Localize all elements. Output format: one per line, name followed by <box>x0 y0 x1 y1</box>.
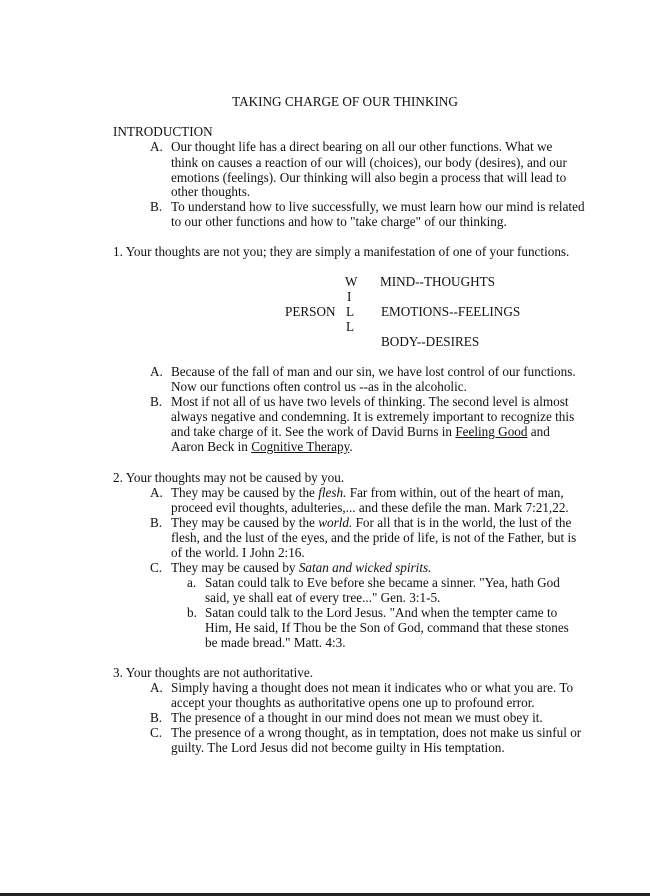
section-3-heading: 3. Your thoughts are not authoritative. <box>113 665 313 680</box>
mind-thoughts-label: MIND--THOUGHTS <box>380 274 496 289</box>
s1-b-line: and take charge of it. See the work of David Burns in Feeling Good and <box>171 424 550 439</box>
intro-a-marker: A. <box>150 139 163 154</box>
s2-sub-b-line: Satan could talk to the Lord Jesus. "And when the tempter came to <box>205 605 558 620</box>
will-letter: L <box>346 319 355 334</box>
book-title-cognitive-therapy: Cognitive Therapy <box>251 439 350 454</box>
s3-a-line: Simply having a thought does not mean it indicates who or what you are. To <box>171 680 574 695</box>
intro-b-line: To understand how to live successfully, we must learn how our mind is related <box>171 199 585 214</box>
s2-b-line: flesh, and the lust of the eyes, and the pride of life, is not of the Father, but is <box>171 530 577 545</box>
s2-a-line: They may be caused by the flesh. Far from within, out of the heart of man, <box>171 485 564 500</box>
s1-b-marker: B. <box>150 394 163 409</box>
s1-a-line: Now our functions often control us --as in the alcoholic. <box>171 379 467 394</box>
s2-b-line: of the world. I John 2:16. <box>171 545 305 560</box>
s2-sub-b-marker: b. <box>187 605 197 620</box>
s2-a-line: proceed evil thoughts, adulteries,... and these defile the man. Mark 7:21,22. <box>171 500 569 515</box>
s1-b-line: Aaron Beck in Cognitive Therapy. <box>171 439 353 454</box>
s1-b-line: Most if not all of us have two levels of thinking. The second level is almost <box>171 394 569 409</box>
s2-a-marker: A. <box>150 485 163 500</box>
s3-b-marker: B. <box>150 710 163 725</box>
s1-a-line: Because of the fall of man and our sin, we have lost control of our functions. <box>171 364 576 379</box>
s2-c-marker: C. <box>150 560 163 575</box>
s3-a-marker: A. <box>150 680 163 695</box>
body-desires-label: BODY--DESIRES <box>381 334 480 349</box>
book-title-feeling-good: Feeling Good <box>455 424 528 439</box>
section-2-heading: 2. Your thoughts may not be caused by you. <box>113 470 345 485</box>
s1-b-line: always negative and condemning. It is extremely important to recognize this <box>171 409 575 424</box>
s3-a-line: accept your thoughts as authoritative opens one up to profound error. <box>171 695 535 710</box>
s3-c-marker: C. <box>150 725 163 740</box>
s2-sub-b-line: be made bread." Matt. 4:3. <box>205 635 346 650</box>
document-title: TAKING CHARGE OF OUR THINKING <box>232 94 458 109</box>
s2-b-line: They may be caused by the world. For all that is in the world, the lust of the <box>171 515 572 530</box>
s2-sub-a-line: Satan could talk to Eve before she became a sinner. "Yea, hath God <box>205 575 560 590</box>
intro-heading: INTRODUCTION <box>113 124 213 139</box>
intro-a-line: think on causes a reaction of our will (choices), our body (desires), and our <box>171 155 567 170</box>
intro-a-line: Our thought life has a direct bearing on all our other functions. What we <box>171 139 553 154</box>
section-1-heading: 1. Your thoughts are not you; they are simply a manifestation of one of your functions. <box>113 244 570 259</box>
s2-b-marker: B. <box>150 515 163 530</box>
intro-a-line: other thoughts. <box>171 184 251 199</box>
s2-sub-b-line: Him, He said, If Thou be the Son of God, command that these stones <box>205 620 569 635</box>
s2-c-line: They may be caused by Satan and wicked spirits. <box>171 560 432 575</box>
intro-a-line: emotions (feelings). Our thinking will also begin a process that will lead to <box>171 170 567 185</box>
s1-a-marker: A. <box>150 364 163 379</box>
intro-b-marker: B. <box>150 199 163 214</box>
s2-sub-a-marker: a. <box>187 575 197 590</box>
s3-c-line: The presence of a wrong thought, as in temptation, does not make us sinful or <box>171 725 582 740</box>
intro-b-line: to our other functions and how to "take charge" of our thinking. <box>171 214 507 229</box>
s3-c-line: guilty. The Lord Jesus did not become guilty in His temptation. <box>171 740 505 755</box>
emotions-feelings-label: EMOTIONS--FEELINGS <box>381 304 521 319</box>
s2-sub-a-line: said, ye shall eat of every tree..." Gen. 3:1-5. <box>205 590 441 605</box>
will-letter: W <box>345 274 358 289</box>
will-letter: L <box>346 304 355 319</box>
will-letter: I <box>347 289 352 304</box>
s3-b-line: The presence of a thought in our mind does not mean we must obey it. <box>171 710 543 725</box>
person-label: PERSON <box>285 304 336 319</box>
